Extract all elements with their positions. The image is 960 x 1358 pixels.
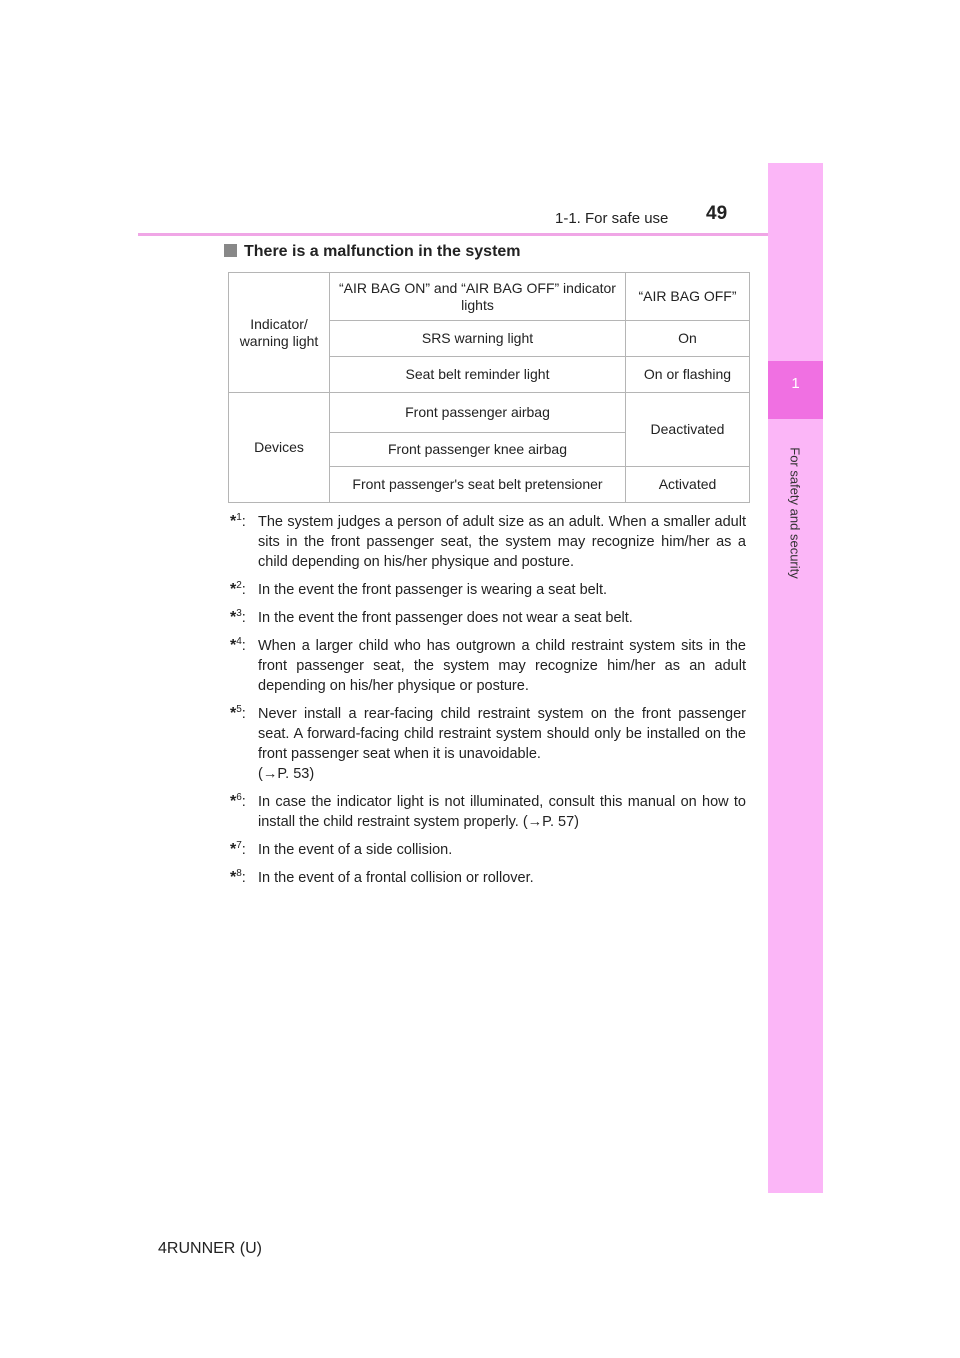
footnote-text: When a larger child who has outgrown a child restraint system sits in the front passenger seat, the system may recognize him/her as an adult depending on his/her physique or posture. [258, 638, 746, 694]
table-row [229, 273, 750, 321]
footnote-item [230, 580, 746, 600]
page-reference-link[interactable]: (→P. 53) [258, 766, 315, 782]
footnote-text: In the event of a frontal collision or rollover. [258, 870, 534, 886]
table-cell-value: Deactivated [626, 393, 750, 467]
footnote-text: The system judges a person of adult size as an adult. When a smaller adult sits in the front passenger seat, the system may recognize him/her as a child depending on his/her physique and posture. [258, 514, 746, 570]
chapter-number: 1 [791, 375, 800, 392]
footnote-marker: *$^5$: [230, 704, 246, 722]
footnote-text: In the event the front passenger is wearing a seat belt. [258, 582, 608, 598]
footnote-text: In the event the front passenger does not wear a seat belt. [258, 610, 633, 626]
table-cell-value: On or flashing [626, 357, 750, 393]
footnote-item [230, 636, 746, 696]
table-cell-value: Activated [626, 467, 750, 503]
footnote-item [230, 512, 746, 572]
footnote-item [230, 704, 746, 784]
footnote-marker: *$^2$: [230, 580, 246, 598]
table-cell-item: SRS warning light [330, 321, 626, 357]
table-cell-value: “AIR BAG OFF” [626, 273, 750, 321]
page-number: 49 [706, 203, 728, 224]
table-cell-value: On [626, 321, 750, 357]
table-cell-item: Front passenger airbag [330, 393, 626, 433]
footnote-marker: *$^6$: [230, 792, 246, 810]
section-heading-text: There is a malfunction in the system [244, 243, 521, 260]
footnote-item [230, 608, 746, 628]
chapter-title: For safety and security [787, 447, 803, 579]
indicator-label-cell: Indicator/ warning light [229, 273, 330, 393]
section-label: 1-1. For safe use [555, 210, 669, 227]
footnote-marker: *$^4$: [230, 636, 246, 654]
footnote-text: In case the indicator light is not illuminated, consult this manual on how to install the child restraint system properly. (→P. 57) [258, 794, 746, 830]
footnote-marker: *$^8$: [230, 868, 246, 886]
table-cell-item: Front passenger knee airbag [330, 433, 626, 467]
section-heading [224, 243, 521, 261]
malfunction-table [228, 272, 750, 503]
model-footer: 4RUNNER (U) [158, 1240, 262, 1257]
square-bullet-icon [224, 244, 237, 257]
table-cell-item: “AIR BAG ON” and “AIR BAG OFF” indicator lights [330, 273, 626, 321]
footnote-text: In the event of a side collision. [258, 842, 453, 858]
footnote-marker: *$^3$: [230, 608, 246, 626]
table-cell-item: Front passenger's seat belt pretensioner [330, 467, 626, 503]
table-cell-item: Seat belt reminder light [330, 357, 626, 393]
footnote-marker: *$^7$: [230, 840, 246, 858]
footnote-marker: *$^1$: [230, 512, 246, 530]
footnote-item [230, 792, 746, 832]
header-divider [138, 233, 823, 236]
footnote-text: Never install a rear-facing child restraint system on the front passenger seat. A forward-facing child restraint system should only be installed on the front passenger seat when it is unavoidable. [258, 706, 746, 762]
devices-label-cell: Devices [229, 393, 330, 503]
footnote-item [230, 840, 746, 860]
footnote-item [230, 868, 746, 888]
table-row [229, 393, 750, 433]
chapter-side-tab[interactable] [768, 163, 823, 1193]
footnotes [230, 512, 746, 896]
